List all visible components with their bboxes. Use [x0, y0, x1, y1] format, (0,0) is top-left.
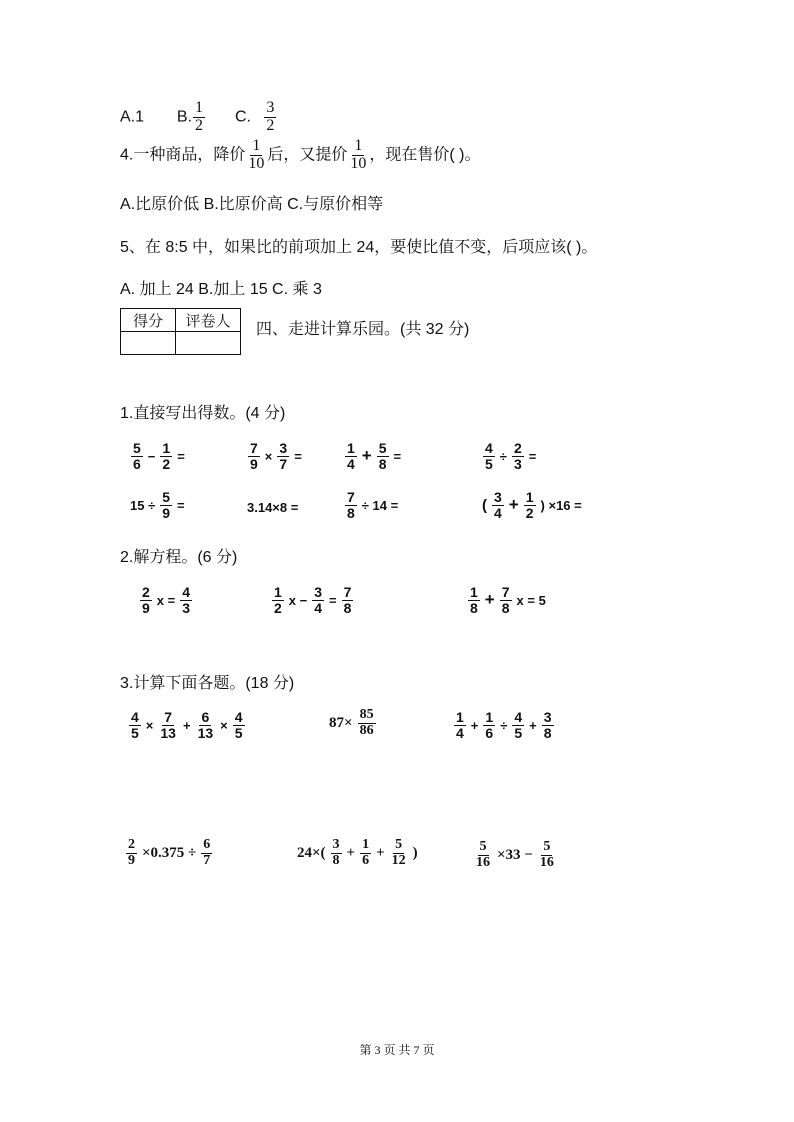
equation-1: $\frac{2}{9}$ x = $\frac{4}{3}$: [142, 584, 191, 616]
p3-expr-4: $\frac{2}{9}$ ×0.375 ÷ $\frac{6}{7}$: [128, 837, 211, 868]
p3-expr-3: $\frac{1}{4}$ + $\frac{1}{6}$ ÷ $\frac{4}{5}$ + $\frac{3}{8}$: [456, 709, 552, 741]
p1-expr-4: $\frac{4}{5}$ ÷ $\frac{2}{3}$ =: [485, 440, 537, 472]
part-3-title: 3.计算下面各题。(18 分): [120, 675, 295, 692]
p1-expr-6: 3.14×8 =: [247, 500, 299, 515]
p3-expr-1: $\frac{4}{5}$ × $\frac{7}{13}$ + $\frac{6}{13}$ × $\frac{4}{5}$: [131, 709, 243, 741]
p1-expr-5: 15 ÷ $\frac{5}{9}$ =: [130, 489, 185, 521]
p1-expr-1: $\frac{5}{6}$ − $\frac{1}{2}$ =: [133, 440, 185, 472]
p1-expr-8: ( $\frac{3}{4}$ + $\frac{1}{2}$ ) ×16 =: [482, 489, 582, 521]
q3-options: [120, 100, 277, 135]
score-table: [120, 308, 241, 355]
option-a: A.1: [120, 108, 145, 126]
fraction: $\frac{1}{10}$: [248, 137, 265, 172]
page-footer: 第 3 页 共 7 页: [359, 1043, 435, 1057]
part-2-title: 2.解方程。(6 分): [120, 549, 238, 566]
question-4: 4.一种商品，降价 $\frac{1}{10}$ 后，又提价 $\frac{1}{10}$ ，现在售价( )。: [120, 137, 481, 172]
section-4-title: 四、走进计算乐园。(共 32 分): [256, 321, 470, 338]
question-5: 5、在 8:5 中，如果比的前项加上 24，要使比值不变，后项应该( )。: [120, 239, 598, 256]
p3-expr-2: 87× $\frac{85}{86}$: [329, 707, 374, 738]
p1-expr-3: $\frac{1}{4}$ + $\frac{5}{8}$ =: [347, 440, 402, 472]
option-b: B.: [176, 108, 193, 126]
equation-2: $\frac{1}{2}$ x − $\frac{3}{4}$ = $\frac{7}{8}$: [274, 584, 352, 616]
grader-label: 评卷人: [176, 309, 241, 332]
p1-expr-2: $\frac{7}{9}$ × $\frac{3}{7}$ =: [250, 440, 302, 472]
question-5-options: A. 加上 24 B.加上 15 C. 乘 3: [120, 281, 322, 298]
question-4-options: A.比原价低 B.比原价高 C.与原价相等: [120, 196, 384, 213]
p3-expr-5: 24×( $\frac{3}{8}$ + $\frac{1}{6}$ + $\frac{5}{12}$ ): [297, 837, 418, 868]
option-c: C.: [234, 108, 251, 126]
score-label: 得分: [121, 309, 176, 332]
p3-expr-6: $\frac{5}{16}$ ×33 − $\frac{5}{16}$: [476, 839, 554, 870]
p1-expr-7: $\frac{7}{8}$ ÷ 14 =: [347, 489, 399, 521]
grader-cell[interactable]: [176, 332, 241, 355]
fraction: $\frac{1}{10}$: [350, 137, 367, 172]
fraction: $\frac{3}{2}$: [266, 99, 275, 134]
equation-3: $\frac{1}{8}$ + $\frac{7}{8}$ x = 5: [470, 584, 546, 616]
fraction: $\frac{1}{2}$: [195, 99, 204, 134]
part-1-title: 1.直接写出得数。(4 分): [120, 405, 286, 422]
score-cell[interactable]: [121, 332, 176, 355]
